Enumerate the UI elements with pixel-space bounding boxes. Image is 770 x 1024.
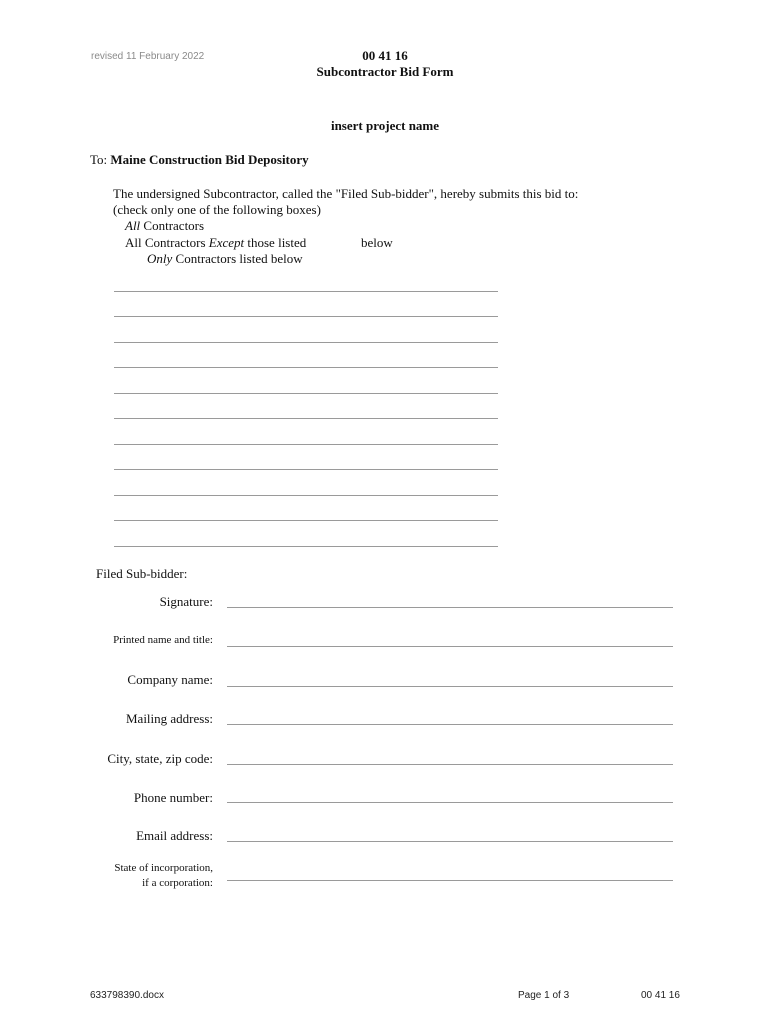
signature-field[interactable]: [227, 607, 673, 608]
city-state-zip-label: City, state, zip code:: [107, 751, 213, 766]
footer-page-number: Page 1 of 3: [518, 990, 570, 1001]
state-incorporation-field[interactable]: [227, 880, 673, 881]
company-name-label: Company name:: [127, 672, 213, 687]
signature-label: Signature:: [159, 594, 213, 609]
contractor-list-line[interactable]: [114, 342, 498, 343]
option-all-contractors[interactable]: [113, 218, 204, 234]
option-label: Contractors: [140, 218, 205, 233]
phone-number-label: Phone number:: [133, 790, 213, 805]
option-label: Contractors listed below: [172, 251, 303, 266]
mailing-address-label: Mailing address:: [125, 711, 213, 726]
filed-subbidder-heading: Filed Sub-bidder:: [96, 566, 188, 581]
contractor-list-line[interactable]: [114, 291, 498, 292]
option-trailing-text: below: [361, 235, 393, 250]
city-state-zip-field[interactable]: [227, 764, 673, 765]
footer-filename: 633798390.docx: [90, 990, 164, 1001]
contractor-list-line[interactable]: [114, 316, 498, 317]
addressee-line: [90, 152, 309, 168]
email-address-field[interactable]: [227, 841, 673, 842]
project-name-field[interactable]: insert project name: [330, 118, 440, 133]
option-all-except[interactable]: [113, 235, 306, 251]
section-number: 00 41 16: [362, 48, 408, 63]
printed-name-label: Printed name and title:: [113, 634, 213, 646]
contractor-list-line[interactable]: [114, 367, 498, 368]
footer-section-number: 00 41 16: [641, 990, 680, 1001]
mailing-address-field[interactable]: [227, 724, 673, 725]
state-incorporation-label: [114, 861, 213, 891]
contractor-list-line[interactable]: [114, 520, 498, 521]
intro-instruction: (check only one of the following boxes): [113, 202, 321, 217]
form-title: Subcontractor Bid Form: [316, 64, 454, 79]
printed-name-field[interactable]: [227, 646, 673, 647]
contractor-list-line[interactable]: [114, 444, 498, 445]
contractor-list-line[interactable]: [114, 546, 498, 547]
intro-text: The undersigned Subcontractor, called the "Filed Sub-bidder", hereby submits this bid to:: [113, 186, 579, 201]
option-emphasis: Only: [147, 251, 173, 266]
contractor-list-line[interactable]: [114, 495, 498, 496]
option-label: those listed: [244, 235, 307, 250]
option-emphasis: Except: [208, 235, 245, 250]
contractor-list-line[interactable]: [114, 469, 498, 470]
revision-date: revised 11 February 2022: [91, 51, 205, 62]
contractor-list-line[interactable]: [114, 393, 498, 394]
company-name-field[interactable]: [227, 686, 673, 687]
email-address-label: Email address:: [136, 828, 213, 843]
state-incorporation-label-line1: State of incorporation,: [114, 862, 213, 874]
option-label-pre: All Contractors: [125, 235, 209, 250]
option-only-listed[interactable]: [135, 251, 303, 267]
option-emphasis: All: [125, 218, 141, 233]
addressee-name: Maine Construction Bid Depository: [110, 152, 309, 167]
contractor-list-line[interactable]: [114, 418, 498, 419]
addressee-prefix: To:: [90, 152, 108, 167]
phone-number-field[interactable]: [227, 802, 673, 803]
state-incorporation-label-line2: if a corporation:: [142, 877, 213, 889]
